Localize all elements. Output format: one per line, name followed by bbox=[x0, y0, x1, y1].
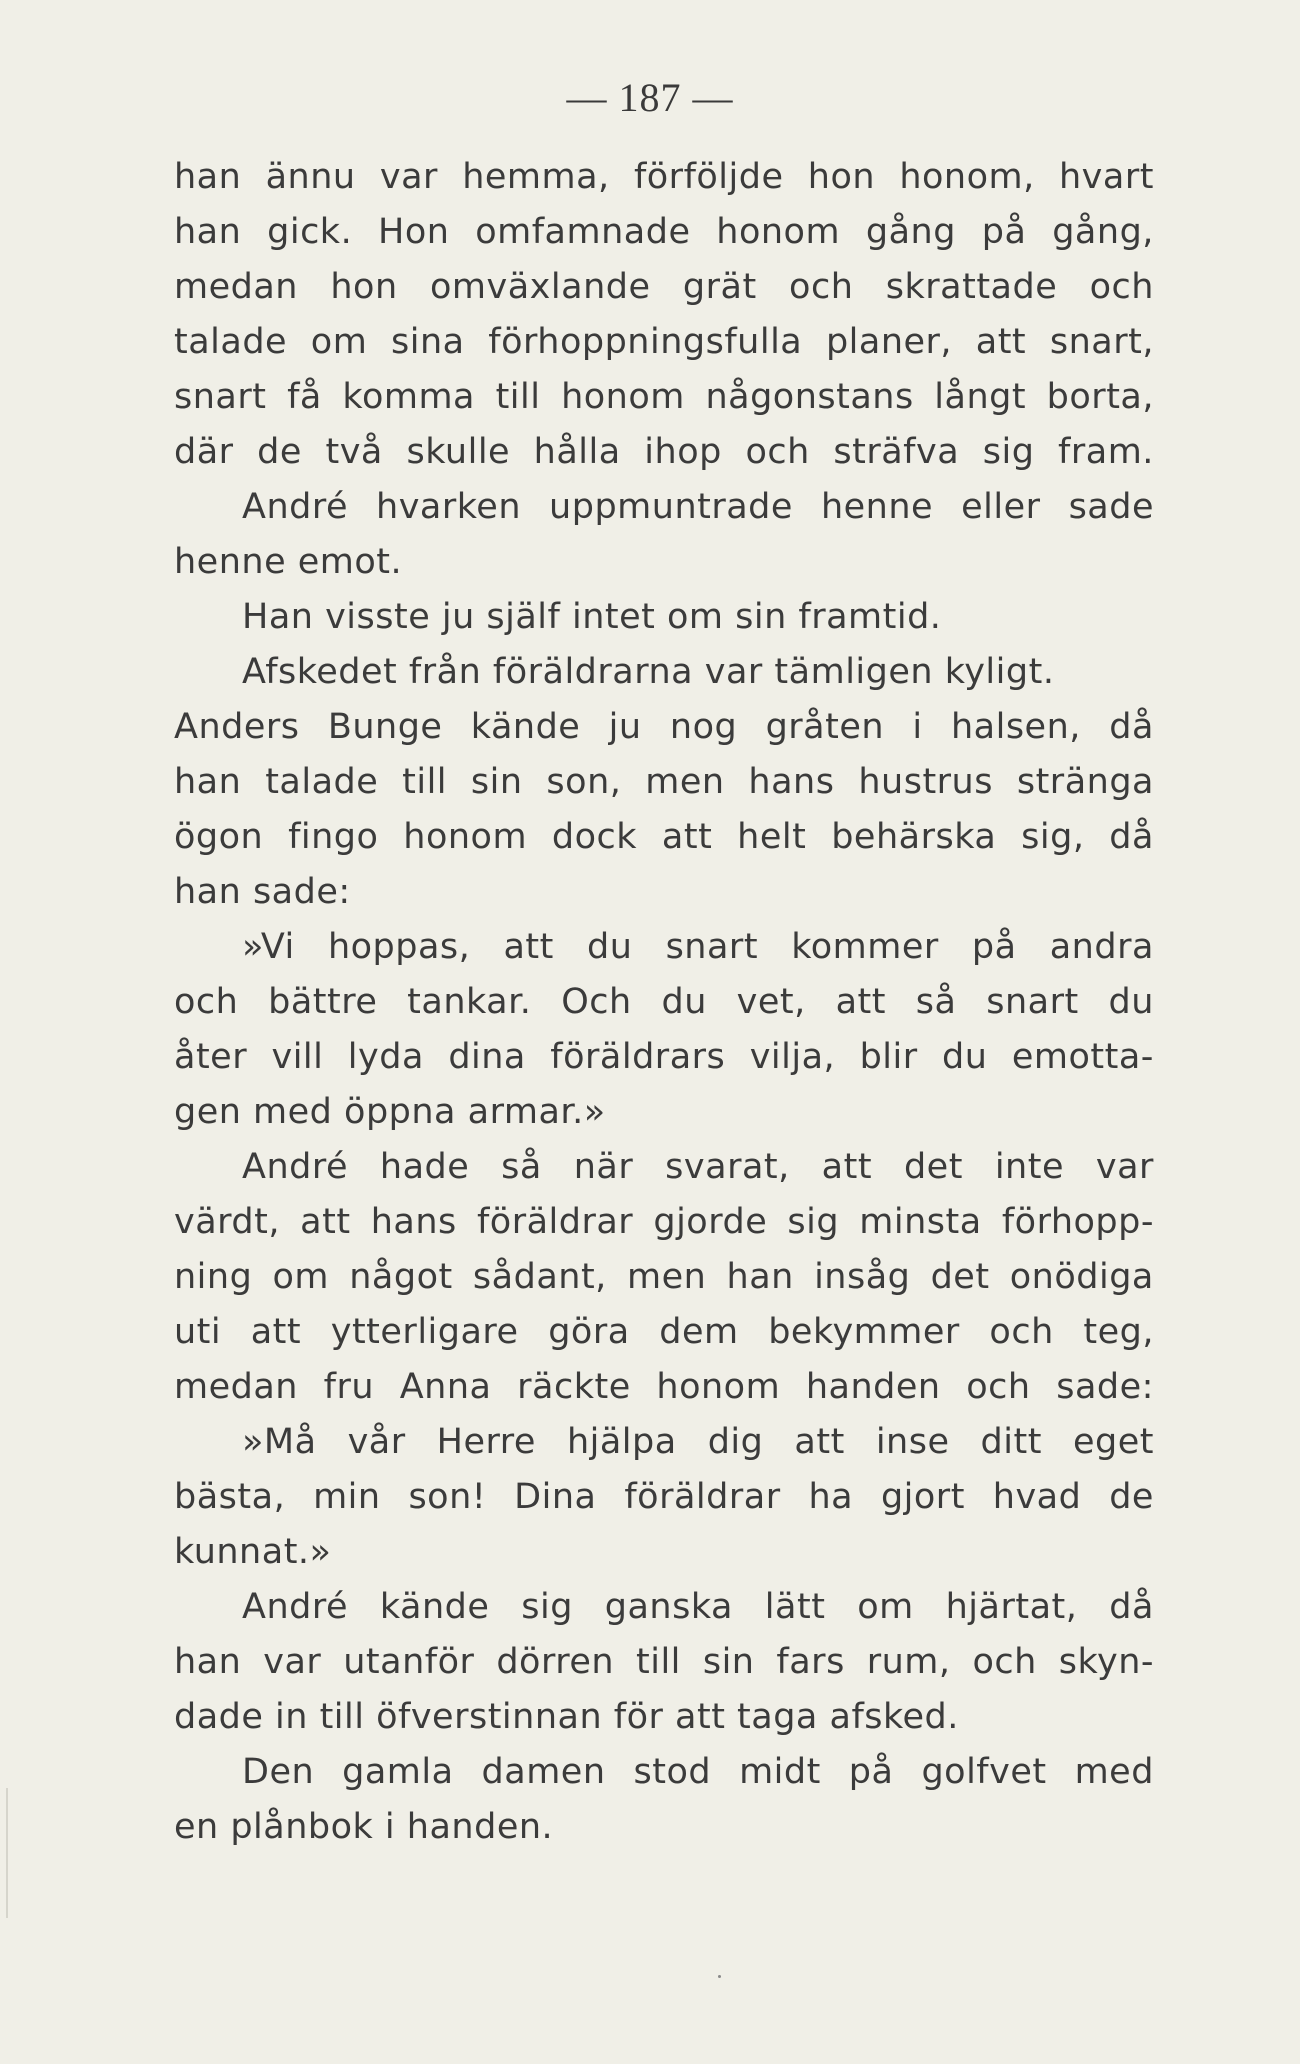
word: göra bbox=[548, 1312, 630, 1352]
word: på bbox=[981, 212, 1027, 252]
word: bästa, bbox=[174, 1477, 286, 1517]
word: snart bbox=[665, 927, 759, 967]
word: André bbox=[242, 1147, 348, 1187]
body-text bbox=[174, 150, 1154, 1855]
word: värdt, bbox=[174, 1202, 281, 1242]
word: kommer bbox=[791, 927, 939, 967]
word: damen bbox=[481, 1752, 606, 1792]
word: onödiga bbox=[1009, 1257, 1154, 1297]
word: sin bbox=[470, 762, 523, 802]
text-line bbox=[174, 1250, 1154, 1305]
word: hans bbox=[370, 1202, 457, 1242]
word: på bbox=[848, 1752, 894, 1792]
word: vill bbox=[271, 1037, 324, 1077]
word: förhopp- bbox=[1001, 1202, 1154, 1242]
word: räckte bbox=[517, 1367, 631, 1407]
word: eget bbox=[1072, 1422, 1154, 1462]
text-line bbox=[174, 1415, 1154, 1470]
text-line: Han visste ju själf intet om sin framtid. bbox=[242, 597, 942, 637]
word: så bbox=[915, 982, 957, 1022]
text-line bbox=[174, 370, 1154, 425]
word: Anders bbox=[174, 707, 300, 747]
word: sig bbox=[521, 1587, 573, 1627]
text-line bbox=[174, 1745, 1154, 1800]
text-line: henne emot. bbox=[174, 542, 403, 582]
text-line: Afskedet från föräldrarna var tämligen kyligt. bbox=[242, 652, 1055, 692]
word: bättre bbox=[268, 982, 378, 1022]
word: hade bbox=[379, 1147, 470, 1187]
word: helt bbox=[737, 817, 807, 857]
word: vår bbox=[347, 1422, 406, 1462]
word: teg, bbox=[1083, 1312, 1154, 1352]
word: ytterligare bbox=[330, 1312, 519, 1352]
word: de bbox=[1109, 1477, 1154, 1517]
word: ännu bbox=[265, 157, 356, 197]
word: att bbox=[503, 927, 554, 967]
word: du bbox=[942, 1037, 988, 1077]
word: på bbox=[971, 927, 1017, 967]
word: golfvet bbox=[921, 1752, 1047, 1792]
word: fram. bbox=[1058, 432, 1154, 472]
text-line bbox=[174, 1195, 1154, 1250]
word: minsta bbox=[859, 1202, 982, 1242]
word: att bbox=[250, 1312, 302, 1352]
word: skrattade bbox=[885, 267, 1058, 307]
margin-mark bbox=[6, 1788, 8, 1918]
word: han bbox=[174, 1642, 242, 1682]
word: ihop bbox=[644, 432, 722, 472]
word: dem bbox=[659, 1312, 739, 1352]
word: sådant, bbox=[472, 1257, 607, 1297]
word: gjort bbox=[880, 1477, 965, 1517]
text-line bbox=[174, 425, 1154, 480]
word: och bbox=[174, 982, 239, 1022]
text-line bbox=[174, 1470, 1154, 1525]
word: kände bbox=[470, 707, 581, 747]
word: sina bbox=[390, 322, 465, 362]
word: fingo bbox=[288, 817, 379, 857]
word: dock bbox=[551, 817, 638, 857]
word: borta, bbox=[1046, 377, 1154, 417]
text-line bbox=[174, 1140, 1154, 1195]
word: gråten bbox=[765, 707, 885, 747]
word: dina bbox=[448, 1037, 526, 1077]
word: hjälpa bbox=[566, 1422, 677, 1462]
word: han bbox=[174, 212, 242, 252]
paper-speck bbox=[718, 1975, 721, 1978]
word: långt bbox=[934, 377, 1027, 417]
word: andra bbox=[1049, 927, 1154, 967]
word: föräldrar bbox=[624, 1477, 781, 1517]
text-line bbox=[174, 315, 1154, 370]
word: handen bbox=[805, 1367, 941, 1407]
word: till bbox=[636, 1642, 681, 1682]
word: Herre bbox=[436, 1422, 536, 1462]
word: åter bbox=[174, 1037, 248, 1077]
word: men bbox=[645, 762, 725, 802]
word: omväxlande bbox=[430, 267, 651, 307]
text-line bbox=[174, 205, 1154, 260]
word: talade bbox=[265, 762, 379, 802]
text-line: kunnat.» bbox=[174, 1532, 332, 1572]
word: Bunge bbox=[327, 707, 443, 747]
word: medan bbox=[174, 267, 298, 307]
word: Anna bbox=[399, 1367, 492, 1407]
word: att bbox=[835, 982, 886, 1022]
word: hemma, bbox=[462, 157, 610, 197]
word: honom, bbox=[899, 157, 1035, 197]
word: komma bbox=[342, 377, 475, 417]
word: det bbox=[903, 1147, 963, 1187]
word: förföljde bbox=[633, 157, 784, 197]
word: och bbox=[972, 1642, 1037, 1682]
word: ju bbox=[608, 707, 642, 747]
word: med bbox=[1074, 1752, 1154, 1792]
text-line bbox=[174, 700, 1154, 755]
word: André bbox=[242, 487, 348, 527]
word: två bbox=[325, 432, 383, 472]
word: vilja, bbox=[749, 1037, 836, 1077]
word: uti bbox=[174, 1312, 222, 1352]
word: vet, bbox=[736, 982, 806, 1022]
word: snart, bbox=[1049, 322, 1154, 362]
word: hålla bbox=[533, 432, 621, 472]
word: sträfva bbox=[833, 432, 960, 472]
word: var bbox=[263, 1642, 322, 1682]
word: fru bbox=[323, 1367, 375, 1407]
word: och bbox=[745, 432, 810, 472]
word: inse bbox=[875, 1422, 950, 1462]
text-line: dade in till öfverstinnan för att taga afsked. bbox=[174, 1697, 959, 1737]
word: hon bbox=[330, 267, 398, 307]
text-line: han sade: bbox=[174, 872, 351, 912]
word: nog bbox=[669, 707, 738, 747]
word: han bbox=[174, 762, 242, 802]
word: son, bbox=[546, 762, 622, 802]
word: inte bbox=[994, 1147, 1064, 1187]
word: midt bbox=[739, 1752, 821, 1792]
word: sade: bbox=[1056, 1367, 1154, 1407]
word: till bbox=[495, 377, 541, 417]
word: du bbox=[1108, 982, 1154, 1022]
word: Den bbox=[242, 1752, 315, 1792]
word: hvart bbox=[1059, 157, 1154, 197]
word: lätt bbox=[764, 1587, 826, 1627]
word: att bbox=[300, 1202, 351, 1242]
word: behärska bbox=[831, 817, 997, 857]
word: fars bbox=[776, 1642, 845, 1682]
word: ögon bbox=[174, 817, 264, 857]
word: honom bbox=[403, 817, 528, 857]
word: gjorde bbox=[653, 1202, 768, 1242]
text-line: en plånbok i handen. bbox=[174, 1807, 554, 1847]
word: André bbox=[242, 1587, 348, 1627]
word: var bbox=[1095, 1147, 1154, 1187]
word: insåg bbox=[814, 1257, 911, 1297]
word: lyda bbox=[347, 1037, 424, 1077]
text-line bbox=[174, 810, 1154, 865]
word: och bbox=[989, 1312, 1054, 1352]
word: gamla bbox=[342, 1752, 454, 1792]
word: snart bbox=[986, 982, 1079, 1022]
word: tankar. bbox=[407, 982, 532, 1022]
text-line bbox=[174, 1030, 1154, 1085]
text-line bbox=[174, 920, 1154, 975]
word: skulle bbox=[406, 432, 511, 472]
word: honom bbox=[656, 1367, 781, 1407]
word: om bbox=[857, 1587, 914, 1627]
text-line bbox=[174, 1580, 1154, 1635]
word: snart bbox=[174, 377, 267, 417]
word: medan bbox=[174, 1367, 298, 1407]
word: föräldrars bbox=[550, 1037, 726, 1077]
word: halsen, bbox=[950, 707, 1081, 747]
word: stränga bbox=[1016, 762, 1154, 802]
word: då bbox=[1109, 817, 1154, 857]
text-line bbox=[174, 1305, 1154, 1360]
word: ning bbox=[174, 1257, 253, 1297]
word: utanför bbox=[343, 1642, 475, 1682]
word: hon bbox=[807, 157, 876, 197]
word: min bbox=[313, 1477, 381, 1517]
word: de bbox=[257, 432, 302, 472]
word: Och bbox=[561, 982, 632, 1022]
word: då bbox=[1109, 1587, 1154, 1627]
word: att bbox=[661, 817, 713, 857]
word: Hon bbox=[378, 212, 450, 252]
word: gick. bbox=[267, 212, 353, 252]
word: sade bbox=[1068, 487, 1154, 527]
word: hoppas, bbox=[327, 927, 471, 967]
word: om bbox=[310, 322, 368, 362]
word: sin bbox=[702, 1642, 755, 1682]
text-line bbox=[174, 1360, 1154, 1415]
word: ganska bbox=[604, 1587, 733, 1627]
word: svarat, bbox=[665, 1147, 790, 1187]
word: blir bbox=[859, 1037, 918, 1077]
word: dörren bbox=[496, 1642, 615, 1682]
word: honom bbox=[561, 377, 685, 417]
word: att bbox=[821, 1147, 873, 1187]
word: omfamnade bbox=[475, 212, 691, 252]
word: sig bbox=[787, 1202, 840, 1242]
word: få bbox=[287, 377, 322, 417]
word: i bbox=[912, 707, 923, 747]
word: bekymmer bbox=[768, 1312, 960, 1352]
word: hans bbox=[748, 762, 835, 802]
word: hustrus bbox=[858, 762, 993, 802]
word: henne bbox=[820, 487, 934, 527]
text-line: gen med öppna armar.» bbox=[174, 1092, 606, 1132]
word: rum, bbox=[866, 1642, 951, 1682]
page-number: — 187 — bbox=[566, 75, 734, 120]
word: han bbox=[726, 1257, 794, 1297]
word: att bbox=[794, 1422, 845, 1462]
word: och bbox=[789, 267, 854, 307]
word: grät bbox=[682, 267, 757, 307]
word: så bbox=[501, 1147, 542, 1187]
word: föräldrar bbox=[476, 1202, 634, 1242]
text-line bbox=[174, 150, 1154, 205]
text-line bbox=[174, 975, 1154, 1030]
word: och bbox=[966, 1367, 1031, 1407]
word: där bbox=[174, 432, 234, 472]
word: »Vi bbox=[242, 927, 295, 967]
word: skyn- bbox=[1058, 1642, 1154, 1682]
word: något bbox=[349, 1257, 453, 1297]
text-line bbox=[174, 260, 1154, 315]
word: son! bbox=[408, 1477, 487, 1517]
word: då bbox=[1109, 707, 1154, 747]
word: när bbox=[573, 1147, 634, 1187]
word: du bbox=[587, 927, 633, 967]
word: hvad bbox=[992, 1477, 1082, 1517]
word: sig bbox=[982, 432, 1035, 472]
word: sig, bbox=[1021, 817, 1085, 857]
word: om bbox=[272, 1257, 330, 1297]
word: han bbox=[174, 157, 242, 197]
word: honom bbox=[716, 212, 841, 252]
word: du bbox=[661, 982, 707, 1022]
word: emotta- bbox=[1011, 1037, 1154, 1077]
word: Dina bbox=[514, 1477, 597, 1517]
word: ha bbox=[808, 1477, 854, 1517]
word: gång bbox=[865, 212, 956, 252]
text-line bbox=[174, 480, 1154, 535]
word: dig bbox=[707, 1422, 764, 1462]
text-line bbox=[174, 1635, 1154, 1690]
word: och bbox=[1089, 267, 1154, 307]
word: till bbox=[402, 762, 448, 802]
word: »Må bbox=[242, 1422, 317, 1462]
word: förhoppningsfulla bbox=[488, 322, 803, 362]
word: talade bbox=[174, 322, 288, 362]
word: men bbox=[627, 1257, 707, 1297]
word: hjärtat, bbox=[945, 1587, 1078, 1627]
word: var bbox=[379, 157, 438, 197]
word: kände bbox=[379, 1587, 490, 1627]
word: planer, bbox=[825, 322, 953, 362]
word: det bbox=[930, 1257, 990, 1297]
word: ditt bbox=[980, 1422, 1042, 1462]
word: gång, bbox=[1052, 212, 1154, 252]
word: att bbox=[975, 322, 1027, 362]
word: eller bbox=[961, 487, 1041, 527]
text-line bbox=[174, 755, 1154, 810]
word: hvarken bbox=[376, 487, 522, 527]
word: uppmuntrade bbox=[549, 487, 793, 527]
word: stod bbox=[633, 1752, 712, 1792]
word: någonstans bbox=[705, 377, 914, 417]
